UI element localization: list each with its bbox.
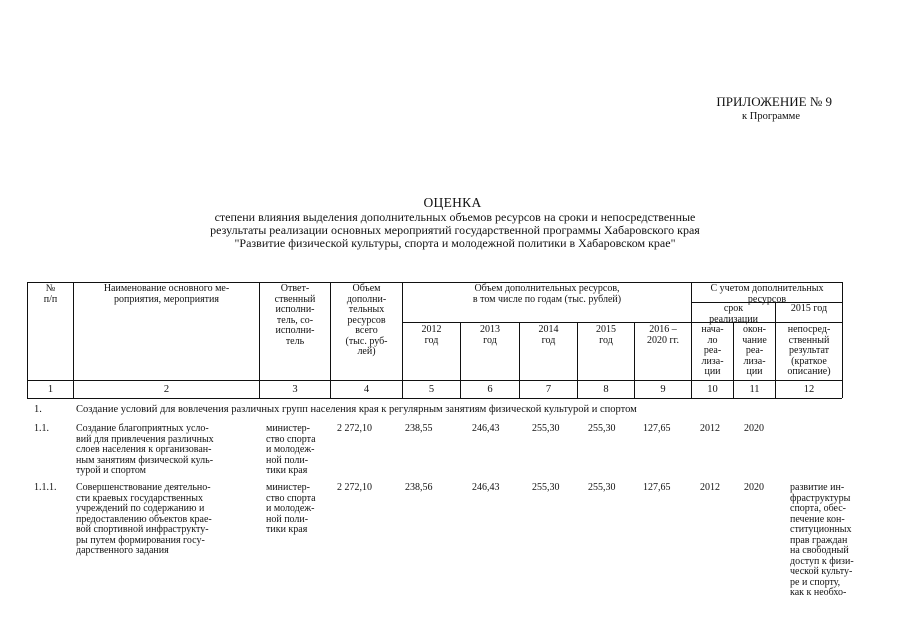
section-number: 1. bbox=[34, 404, 42, 415]
row-volume: 2 272,10 bbox=[337, 423, 372, 434]
row-start: 2012 bbox=[700, 423, 720, 434]
document-title: ОЦЕНКА bbox=[423, 195, 482, 210]
col-number: 10 bbox=[707, 384, 718, 395]
header-2012: 2012 год bbox=[421, 324, 442, 346]
col-number: 3 bbox=[292, 384, 298, 395]
row-2013: 246,43 bbox=[472, 423, 500, 434]
header-volume: Объем дополни- тельных ресурсов всего (тыс. руб- лей) bbox=[345, 283, 388, 357]
appendix-title: ПРИЛОЖЕНИЕ № 9 bbox=[716, 94, 832, 109]
row-start: 2012 bbox=[700, 482, 720, 493]
row-end: 2020 bbox=[744, 423, 764, 434]
row-number: 1.1.1. bbox=[34, 482, 57, 493]
grid-line bbox=[402, 322, 691, 323]
row-2012: 238,55 bbox=[405, 423, 433, 434]
row-2015: 255,30 bbox=[588, 423, 616, 434]
row-2015: 255,30 bbox=[588, 482, 616, 493]
row-number: 1.1. bbox=[34, 423, 49, 434]
col-number: 9 bbox=[660, 384, 666, 395]
row-2013: 246,43 bbox=[472, 482, 500, 493]
col-number: 2 bbox=[163, 384, 170, 395]
row-executor: министер- ство спорта и молодеж- ной поли- тики края bbox=[266, 423, 316, 476]
header-2014: 2014 год bbox=[538, 324, 559, 346]
header-term-group: срок реализации bbox=[709, 303, 758, 325]
col-number: 7 bbox=[545, 384, 552, 395]
col-number: 1 bbox=[47, 384, 54, 395]
header-2015-group: 2015 год bbox=[790, 303, 828, 314]
header-executor: Ответ- ственный исполни- тель, со- исполни- тель bbox=[274, 283, 316, 347]
header-consider-group: С учетом дополнительных ресурсов bbox=[710, 283, 824, 305]
col-number: 11 bbox=[749, 384, 760, 395]
header-name: Наименование основного ме- роприятия, мероприятия bbox=[103, 283, 230, 305]
grid-line bbox=[842, 282, 843, 398]
row-2016-2020: 127,65 bbox=[643, 482, 671, 493]
header-result: непосред- ственный результат (краткое описание) bbox=[787, 324, 831, 377]
col-number: 12 bbox=[803, 384, 815, 395]
col-number: 8 bbox=[603, 384, 609, 395]
col-number: 6 bbox=[487, 384, 493, 395]
header-end: окон- чание реа- лиза- ции bbox=[742, 324, 767, 377]
row-volume: 2 272,10 bbox=[337, 482, 372, 493]
header-num: № п/п bbox=[43, 283, 58, 305]
row-executor: министер- ство спорта и молодеж- ной поли- тики края bbox=[266, 482, 316, 535]
section-title: Создание условий для вовлечения различных групп населения края к регулярным занятиям физической культурой и спортом bbox=[76, 404, 637, 415]
header-years-group: Объем дополнительных ресурсов, в том числе по годам (тыс. рублей) bbox=[472, 283, 622, 305]
row-2012: 238,56 bbox=[405, 482, 433, 493]
row-2014: 255,30 bbox=[532, 482, 560, 493]
col-number: 4 bbox=[363, 384, 370, 395]
row-result: развитие ин- фраструктуры спорта, обес- печение кон- ституционных прав граждан на свободный доступ к физи- ческой культу- ре и спорту, как к необхо- bbox=[790, 482, 854, 598]
col-number: 5 bbox=[428, 384, 435, 395]
header-2013: 2013 год bbox=[480, 324, 500, 346]
header-2015: 2015 год bbox=[596, 324, 616, 346]
appendix-subtitle: к Программе bbox=[742, 111, 800, 122]
row-name: Создание благоприятных усло- вий для привлечения различных слоев населения к организован- ным занятиям физической куль- турой и спортом bbox=[76, 423, 214, 476]
header-2016-2020: 2016 – 2020 гг. bbox=[646, 324, 680, 346]
grid-line bbox=[27, 398, 842, 399]
row-2014: 255,30 bbox=[532, 423, 560, 434]
row-end: 2020 bbox=[744, 482, 764, 493]
grid-line bbox=[27, 380, 842, 381]
row-2016-2020: 127,65 bbox=[643, 423, 671, 434]
document-subtitle: степени влияния выделения дополнительных объемов ресурсов на сроки и непосредственные результаты реализации основных мероприятий государственной программы Хабаровского края "Развитие физической культуры, спорта и молодежной политики в Хабаровском крае" bbox=[210, 210, 700, 250]
row-name: Совершенствование деятельно- сти краевых государственных учреждений по содержанию и предоставлению объектов крае- вой спортивной инфраструкту- ры путем формирования госу- дарственного задания bbox=[76, 482, 212, 556]
header-start: нача- ло реа- лиза- ции bbox=[701, 324, 724, 377]
